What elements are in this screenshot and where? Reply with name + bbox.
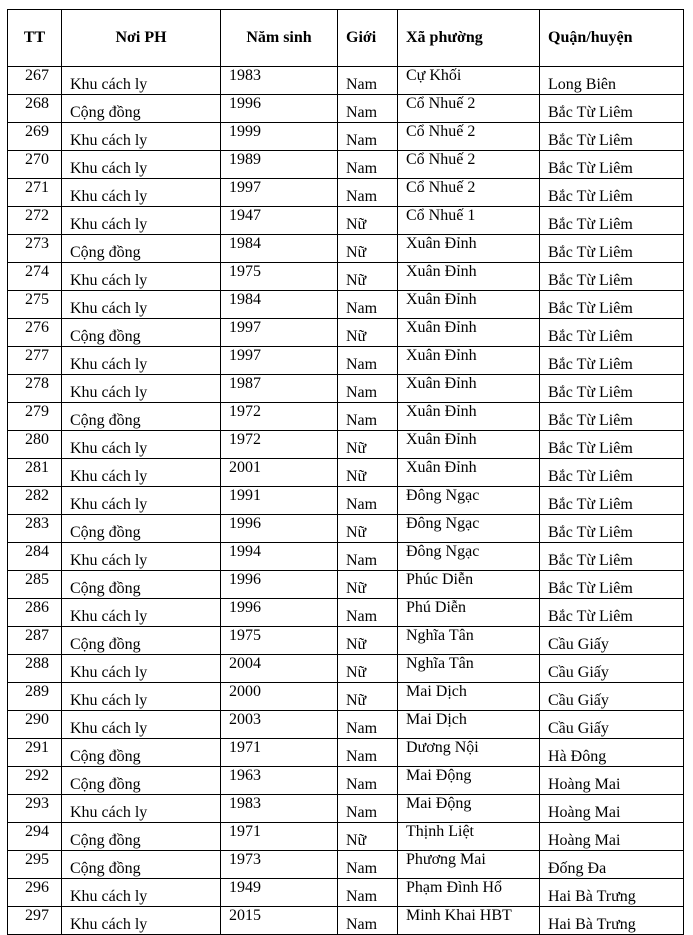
cell-noi-ph: Khu cách ly [62, 207, 221, 235]
cell-tt: 289 [8, 683, 62, 711]
cell-quan-huyen: Bắc Từ Liêm [540, 263, 684, 291]
cell-tt: 275 [8, 291, 62, 319]
table-row [8, 291, 684, 319]
cell-noi-ph: Khu cách ly [62, 123, 221, 151]
cell-gioi: Nam [338, 711, 398, 739]
table-row [8, 907, 684, 935]
cell-quan-huyen: Bắc Từ Liêm [540, 571, 684, 599]
cell-xa-phuong: Xuân Đỉnh [398, 291, 540, 319]
cell-gioi: Nữ [338, 235, 398, 263]
cell-noi-ph: Khu cách ly [62, 375, 221, 403]
cell-xa-phuong: Dương Nội [398, 739, 540, 767]
cell-tt: 269 [8, 123, 62, 151]
cell-noi-ph: Khu cách ly [62, 151, 221, 179]
cell-gioi: Nữ [338, 823, 398, 851]
cell-noi-ph: Khu cách ly [62, 431, 221, 459]
cell-noi-ph: Khu cách ly [62, 711, 221, 739]
cell-quan-huyen: Bắc Từ Liêm [540, 375, 684, 403]
cell-nam-sinh: 1975 [221, 263, 338, 291]
table-row [8, 151, 684, 179]
cell-quan-huyen: Bắc Từ Liêm [540, 319, 684, 347]
cell-nam-sinh: 1997 [221, 347, 338, 375]
cell-tt: 287 [8, 627, 62, 655]
table-row [8, 319, 684, 347]
cell-nam-sinh: 1983 [221, 795, 338, 823]
cell-noi-ph: Khu cách ly [62, 907, 221, 935]
cell-tt: 294 [8, 823, 62, 851]
cell-quan-huyen: Đống Đa [540, 851, 684, 879]
cell-noi-ph: Cộng đồng [62, 739, 221, 767]
table-row [8, 431, 684, 459]
cell-quan-huyen: Bắc Từ Liêm [540, 459, 684, 487]
cell-gioi: Nam [338, 67, 398, 95]
header-tt: TT [8, 10, 62, 67]
table-row [8, 487, 684, 515]
cell-xa-phuong: Thịnh Liệt [398, 823, 540, 851]
table-row [8, 95, 684, 123]
cell-gioi: Nam [338, 851, 398, 879]
cell-noi-ph: Khu cách ly [62, 459, 221, 487]
table-row [8, 515, 684, 543]
cell-tt: 292 [8, 767, 62, 795]
cell-quan-huyen: Bắc Từ Liêm [540, 179, 684, 207]
cell-nam-sinh: 1989 [221, 151, 338, 179]
cell-xa-phuong: Mai Dịch [398, 711, 540, 739]
cell-quan-huyen: Hai Bà Trưng [540, 879, 684, 907]
cell-nam-sinh: 1996 [221, 571, 338, 599]
cell-gioi: Nam [338, 375, 398, 403]
cell-xa-phuong: Xuân Đỉnh [398, 375, 540, 403]
header-nam-sinh: Năm sinh [221, 10, 338, 67]
cell-quan-huyen: Bắc Từ Liêm [540, 95, 684, 123]
cell-quan-huyen: Hai Bà Trưng [540, 907, 684, 935]
cell-quan-huyen: Bắc Từ Liêm [540, 403, 684, 431]
cell-noi-ph: Khu cách ly [62, 487, 221, 515]
cell-xa-phuong: Nghĩa Tân [398, 655, 540, 683]
cell-noi-ph: Khu cách ly [62, 683, 221, 711]
table-row [8, 123, 684, 151]
cell-noi-ph: Cộng đồng [62, 515, 221, 543]
cell-nam-sinh: 1972 [221, 431, 338, 459]
cell-xa-phuong: Cổ Nhuế 2 [398, 95, 540, 123]
table-row [8, 403, 684, 431]
cell-tt: 286 [8, 599, 62, 627]
table-row [8, 67, 684, 95]
cell-gioi: Nam [338, 151, 398, 179]
cell-xa-phuong: Phú Diễn [398, 599, 540, 627]
cell-xa-phuong: Cổ Nhuế 2 [398, 151, 540, 179]
cell-quan-huyen: Hoàng Mai [540, 795, 684, 823]
table-row [8, 879, 684, 907]
cell-xa-phuong: Xuân Đỉnh [398, 347, 540, 375]
cell-gioi: Nam [338, 179, 398, 207]
cell-nam-sinh: 1984 [221, 235, 338, 263]
header-xa-phuong: Xã phường [398, 10, 540, 67]
cell-noi-ph: Cộng đồng [62, 767, 221, 795]
cell-quan-huyen: Long Biên [540, 67, 684, 95]
table-row [8, 795, 684, 823]
cell-xa-phuong: Cổ Nhuế 2 [398, 123, 540, 151]
cell-noi-ph: Khu cách ly [62, 655, 221, 683]
cell-noi-ph: Khu cách ly [62, 599, 221, 627]
cell-quan-huyen: Bắc Từ Liêm [540, 515, 684, 543]
cell-tt: 280 [8, 431, 62, 459]
cell-quan-huyen: Cầu Giấy [540, 627, 684, 655]
cell-gioi: Nữ [338, 207, 398, 235]
table-row [8, 655, 684, 683]
cell-tt: 268 [8, 95, 62, 123]
cell-noi-ph: Khu cách ly [62, 347, 221, 375]
cell-nam-sinh: 2001 [221, 459, 338, 487]
cell-nam-sinh: 1999 [221, 123, 338, 151]
table-row [8, 235, 684, 263]
cell-gioi: Nữ [338, 571, 398, 599]
cell-xa-phuong: Phương Mai [398, 851, 540, 879]
cell-nam-sinh: 1975 [221, 627, 338, 655]
cell-xa-phuong: Đông Ngạc [398, 543, 540, 571]
table-row [8, 711, 684, 739]
header-row [8, 10, 684, 67]
cell-tt: 281 [8, 459, 62, 487]
table-row [8, 459, 684, 487]
cell-quan-huyen: Bắc Từ Liêm [540, 207, 684, 235]
cell-gioi: Nữ [338, 627, 398, 655]
cell-quan-huyen: Hoàng Mai [540, 767, 684, 795]
header-quan-huyen: Quận/huyện [540, 10, 684, 67]
cell-nam-sinh: 1994 [221, 543, 338, 571]
cell-nam-sinh: 1996 [221, 599, 338, 627]
cell-gioi: Nữ [338, 263, 398, 291]
cell-gioi: Nữ [338, 515, 398, 543]
cell-gioi: Nam [338, 543, 398, 571]
cell-noi-ph: Cộng đồng [62, 823, 221, 851]
cell-noi-ph: Khu cách ly [62, 179, 221, 207]
cell-quan-huyen: Bắc Từ Liêm [540, 291, 684, 319]
table-row [8, 767, 684, 795]
cell-xa-phuong: Xuân Đỉnh [398, 459, 540, 487]
cell-nam-sinh: 2000 [221, 683, 338, 711]
cell-nam-sinh: 1949 [221, 879, 338, 907]
cell-nam-sinh: 1972 [221, 403, 338, 431]
cell-xa-phuong: Xuân Đỉnh [398, 319, 540, 347]
cell-nam-sinh: 1963 [221, 767, 338, 795]
cell-quan-huyen: Cầu Giấy [540, 711, 684, 739]
cell-xa-phuong: Đông Ngạc [398, 487, 540, 515]
cell-nam-sinh: 1947 [221, 207, 338, 235]
cell-gioi: Nam [338, 767, 398, 795]
cell-gioi: Nam [338, 795, 398, 823]
cell-xa-phuong: Phạm Đình Hổ [398, 879, 540, 907]
cell-tt: 295 [8, 851, 62, 879]
cell-xa-phuong: Mai Dịch [398, 683, 540, 711]
cell-nam-sinh: 1997 [221, 179, 338, 207]
cell-nam-sinh: 1991 [221, 487, 338, 515]
cell-quan-huyen: Bắc Từ Liêm [540, 347, 684, 375]
cell-tt: 296 [8, 879, 62, 907]
cell-xa-phuong: Xuân Đỉnh [398, 431, 540, 459]
cell-nam-sinh: 2004 [221, 655, 338, 683]
cell-tt: 285 [8, 571, 62, 599]
cell-quan-huyen: Cầu Giấy [540, 683, 684, 711]
cell-noi-ph: Cộng đồng [62, 571, 221, 599]
cell-xa-phuong: Xuân Đỉnh [398, 263, 540, 291]
cell-xa-phuong: Cự Khối [398, 67, 540, 95]
cell-tt: 274 [8, 263, 62, 291]
table-row [8, 543, 684, 571]
cell-noi-ph: Khu cách ly [62, 543, 221, 571]
cell-gioi: Nam [338, 95, 398, 123]
table-row [8, 627, 684, 655]
cell-nam-sinh: 1973 [221, 851, 338, 879]
cell-quan-huyen: Bắc Từ Liêm [540, 599, 684, 627]
cell-tt: 291 [8, 739, 62, 767]
cell-tt: 293 [8, 795, 62, 823]
cell-xa-phuong: Mai Động [398, 767, 540, 795]
cell-tt: 277 [8, 347, 62, 375]
table-row [8, 347, 684, 375]
cell-gioi: Nam [338, 739, 398, 767]
cell-xa-phuong: Nghĩa Tân [398, 627, 540, 655]
cell-nam-sinh: 1971 [221, 739, 338, 767]
table-row [8, 375, 684, 403]
cell-tt: 272 [8, 207, 62, 235]
cell-quan-huyen: Bắc Từ Liêm [540, 431, 684, 459]
cell-quan-huyen: Cầu Giấy [540, 655, 684, 683]
cell-tt: 282 [8, 487, 62, 515]
cell-nam-sinh: 2003 [221, 711, 338, 739]
cell-quan-huyen: Bắc Từ Liêm [540, 235, 684, 263]
cell-gioi: Nam [338, 291, 398, 319]
cell-tt: 284 [8, 543, 62, 571]
cell-noi-ph: Cộng đồng [62, 627, 221, 655]
cell-quan-huyen: Bắc Từ Liêm [540, 487, 684, 515]
cell-noi-ph: Cộng đồng [62, 235, 221, 263]
cell-noi-ph: Khu cách ly [62, 291, 221, 319]
cell-nam-sinh: 1971 [221, 823, 338, 851]
cell-quan-huyen: Hoàng Mai [540, 823, 684, 851]
cell-gioi: Nữ [338, 683, 398, 711]
cell-tt: 271 [8, 179, 62, 207]
cell-nam-sinh: 1996 [221, 95, 338, 123]
cell-gioi: Nam [338, 347, 398, 375]
table-row [8, 683, 684, 711]
cell-tt: 283 [8, 515, 62, 543]
table-row [8, 179, 684, 207]
cell-quan-huyen: Bắc Từ Liêm [540, 123, 684, 151]
cell-tt: 279 [8, 403, 62, 431]
cell-xa-phuong: Mai Động [398, 795, 540, 823]
cell-nam-sinh: 1984 [221, 291, 338, 319]
cell-quan-huyen: Bắc Từ Liêm [540, 151, 684, 179]
cell-xa-phuong: Đông Ngạc [398, 515, 540, 543]
cell-gioi: Nam [338, 599, 398, 627]
case-table [7, 9, 684, 935]
cell-quan-huyen: Hà Đông [540, 739, 684, 767]
cell-xa-phuong: Cổ Nhuế 2 [398, 179, 540, 207]
cell-gioi: Nữ [338, 431, 398, 459]
cell-noi-ph: Cộng đồng [62, 851, 221, 879]
table-row [8, 739, 684, 767]
cell-noi-ph: Khu cách ly [62, 67, 221, 95]
cell-gioi: Nam [338, 907, 398, 935]
cell-nam-sinh: 1996 [221, 515, 338, 543]
cell-noi-ph: Khu cách ly [62, 795, 221, 823]
cell-gioi: Nữ [338, 655, 398, 683]
cell-gioi: Nam [338, 879, 398, 907]
cell-xa-phuong: Minh Khai HBT [398, 907, 540, 935]
cell-quan-huyen: Bắc Từ Liêm [540, 543, 684, 571]
table-row [8, 823, 684, 851]
cell-xa-phuong: Cổ Nhuế 1 [398, 207, 540, 235]
table-row [8, 207, 684, 235]
cell-xa-phuong: Phúc Diễn [398, 571, 540, 599]
cell-tt: 267 [8, 67, 62, 95]
cell-tt: 290 [8, 711, 62, 739]
cell-gioi: Nam [338, 487, 398, 515]
header-noi-ph: Nơi PH [62, 10, 221, 67]
cell-gioi: Nam [338, 123, 398, 151]
cell-noi-ph: Khu cách ly [62, 879, 221, 907]
cell-gioi: Nam [338, 403, 398, 431]
table-row [8, 571, 684, 599]
cell-noi-ph: Cộng đồng [62, 95, 221, 123]
cell-nam-sinh: 2015 [221, 907, 338, 935]
cell-tt: 278 [8, 375, 62, 403]
cell-tt: 288 [8, 655, 62, 683]
header-gioi: Giới [338, 10, 398, 67]
table-row [8, 851, 684, 879]
cell-nam-sinh: 1983 [221, 67, 338, 95]
cell-xa-phuong: Xuân Đỉnh [398, 235, 540, 263]
cell-noi-ph: Cộng đồng [62, 403, 221, 431]
cell-nam-sinh: 1997 [221, 319, 338, 347]
cell-xa-phuong: Xuân Đỉnh [398, 403, 540, 431]
table-row [8, 263, 684, 291]
cell-tt: 297 [8, 907, 62, 935]
cell-noi-ph: Khu cách ly [62, 263, 221, 291]
cell-gioi: Nữ [338, 319, 398, 347]
cell-tt: 273 [8, 235, 62, 263]
table-row [8, 599, 684, 627]
cell-noi-ph: Cộng đồng [62, 319, 221, 347]
cell-nam-sinh: 1987 [221, 375, 338, 403]
cell-tt: 276 [8, 319, 62, 347]
cell-tt: 270 [8, 151, 62, 179]
cell-gioi: Nữ [338, 459, 398, 487]
